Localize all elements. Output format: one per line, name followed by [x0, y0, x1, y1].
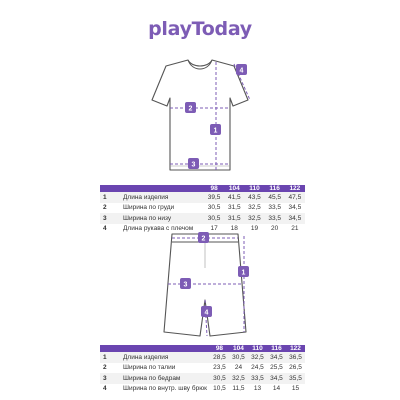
- shorts-size-table: [100, 345, 305, 394]
- table-cell: 28,5: [210, 352, 229, 363]
- table-cell: 13: [253, 385, 262, 393]
- row-number: 3: [100, 373, 120, 384]
- table-cell: 33,5: [248, 373, 267, 384]
- table-cell: 26,5: [289, 364, 302, 372]
- table-cell: 17: [210, 225, 218, 233]
- svg-text:1: 1: [241, 269, 246, 277]
- table-cell: 32,5: [248, 352, 267, 363]
- shorts-table-header: [100, 345, 305, 352]
- row-number: 2: [103, 364, 107, 372]
- svg-text:4: 4: [239, 67, 244, 75]
- table-row: [100, 203, 305, 214]
- shorts-size-col: 98: [210, 345, 229, 352]
- table-row: [100, 213, 305, 224]
- tshirt-diagram: [130, 48, 270, 183]
- shorts-marker-1: [238, 266, 249, 277]
- table-cell: 34,5: [267, 352, 286, 363]
- row-label: Длина изделия: [120, 192, 204, 203]
- table-cell: 47,5: [285, 192, 305, 203]
- table-cell: 33,5: [268, 204, 281, 212]
- table-row: [100, 384, 305, 395]
- table-row: [100, 363, 305, 374]
- table-cell: 34,5: [267, 373, 286, 384]
- table-cell: 34,5: [285, 213, 305, 224]
- table-cell: 19: [250, 225, 259, 233]
- table-cell: 41,5: [224, 192, 244, 203]
- table-cell: 15: [291, 385, 300, 393]
- shorts-size-col: 110: [248, 345, 267, 352]
- svg-text:3: 3: [183, 281, 188, 289]
- table-cell: 14: [272, 385, 281, 393]
- tshirt-size-col: 98: [204, 185, 224, 192]
- table-row: [100, 192, 305, 203]
- table-cell: 31,5: [227, 204, 241, 212]
- table-row: [100, 373, 305, 384]
- svg-text:3: 3: [191, 161, 196, 169]
- shorts-table-header-blank: [100, 345, 210, 352]
- tshirt-size-col: 110: [244, 185, 264, 192]
- row-number: 2: [103, 204, 107, 212]
- row-number: 4: [103, 385, 107, 393]
- svg-text:2: 2: [188, 105, 193, 113]
- table-cell: 30,5: [210, 373, 229, 384]
- table-cell: 45,5: [265, 192, 285, 203]
- table-cell: 30,5: [204, 213, 224, 224]
- row-label: Ширина по низу: [120, 213, 204, 224]
- table-cell: 11,5: [232, 385, 245, 393]
- table-cell: 24: [234, 364, 243, 372]
- tshirt-marker-1: [210, 124, 221, 135]
- table-cell: 10,5: [213, 385, 226, 393]
- row-label: Ширина по груди: [123, 204, 175, 212]
- row-number: 1: [100, 352, 120, 363]
- table-cell: 31,5: [224, 213, 244, 224]
- row-number: 4: [103, 225, 107, 233]
- tshirt-size-col: 116: [265, 185, 285, 192]
- table-cell: 39,5: [204, 192, 224, 203]
- row-label: Ширина по внутр. шву брюк: [123, 385, 207, 393]
- table-cell: 43,5: [244, 192, 264, 203]
- table-cell: 35,5: [286, 373, 305, 384]
- tshirt-size-table: [100, 185, 305, 234]
- svg-text:1: 1: [213, 127, 218, 135]
- table-cell: 33,5: [265, 213, 285, 224]
- row-number: 3: [100, 213, 120, 224]
- table-cell: 30,5: [207, 204, 221, 212]
- table-row: [100, 352, 305, 363]
- table-cell: 21: [291, 225, 299, 233]
- row-number: 1: [100, 192, 120, 203]
- shorts-size-col: 104: [229, 345, 248, 352]
- tshirt-table-header: [100, 185, 305, 192]
- row-label: Длина рукава с плечом: [123, 225, 194, 233]
- shorts-size-col: 116: [267, 345, 286, 352]
- row-label: Ширина по талии: [123, 364, 176, 372]
- row-label: Длина изделия: [120, 352, 210, 363]
- shorts-marker-4: [201, 306, 212, 317]
- table-cell: 18: [230, 225, 238, 233]
- tshirt-table-header-blank: [100, 185, 204, 192]
- shorts-diagram: [150, 228, 260, 343]
- svg-text:2: 2: [201, 235, 206, 243]
- tshirt-outline: [152, 60, 248, 170]
- tshirt-marker-4: [236, 64, 247, 75]
- brand-logo: playToday: [148, 18, 252, 40]
- table-cell: 34,5: [288, 204, 302, 212]
- shorts-marker-3: [180, 278, 191, 289]
- table-cell: 24,5: [251, 364, 264, 372]
- table-cell: 30,5: [229, 352, 248, 363]
- table-cell: 32,5: [229, 373, 248, 384]
- svg-text:4: 4: [204, 309, 209, 317]
- tshirt-marker-3: [188, 158, 199, 169]
- shorts-marker-2: [198, 232, 209, 243]
- table-cell: 20: [271, 225, 279, 233]
- table-cell: 36,5: [286, 352, 305, 363]
- table-cell: 32,5: [248, 204, 261, 212]
- table-cell: 25,5: [270, 364, 283, 372]
- shorts-size-col: 122: [286, 345, 305, 352]
- tshirt-size-col: 104: [224, 185, 244, 192]
- table-cell: 23,5: [213, 364, 226, 372]
- table-cell: 32,5: [244, 213, 264, 224]
- row-label: Ширина по бедрам: [120, 373, 210, 384]
- tshirt-marker-2: [185, 102, 196, 113]
- tshirt-size-col: 122: [285, 185, 305, 192]
